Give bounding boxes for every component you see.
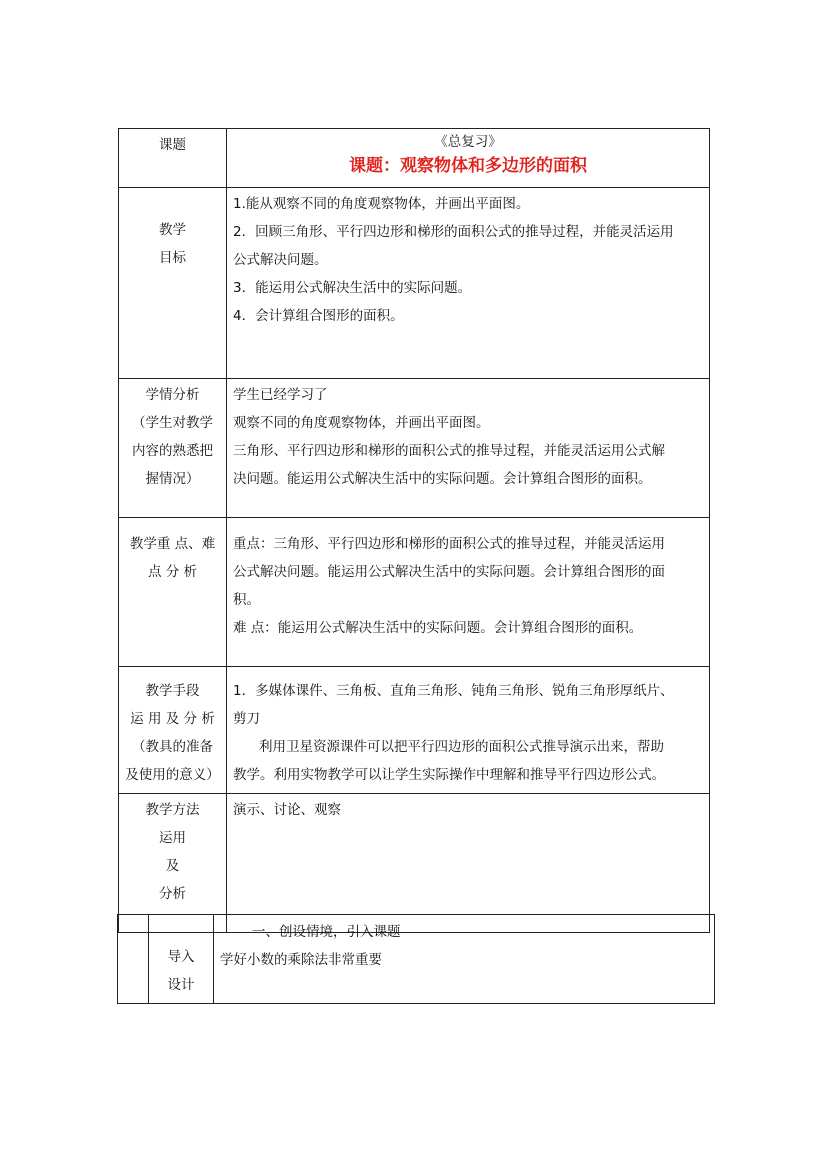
label-line: 内容的熟悉把: [132, 443, 213, 459]
label-line: 及: [165, 858, 180, 874]
row-content: [227, 794, 710, 933]
blank-cell: [118, 915, 149, 1004]
text-line: 公式解决问题。: [233, 252, 328, 268]
text-line: 演示、讨论、观察: [233, 802, 341, 818]
label-line: 学情分析: [145, 387, 200, 403]
text-line: 利用卫星资源课件可以把平行四边形的面积公式推导演示出来，帮助: [259, 739, 664, 755]
text-line: 1.能从观察不同的角度观察物体，并画出平面图。: [233, 196, 530, 212]
row-content: [214, 915, 715, 1004]
row-label: [119, 667, 227, 794]
table-row: [119, 794, 710, 933]
text-line: 3．能运用公式解决生活中的实际问题。: [233, 280, 472, 296]
text-line: 4．会计算组合图形的面积。: [233, 308, 404, 324]
label-line: （教具的准备: [132, 739, 213, 755]
table-row: [118, 915, 715, 1004]
label-line: 教学重 点、难: [129, 536, 216, 552]
row-content: [227, 188, 710, 379]
row-label: [119, 188, 227, 379]
label-line: 分析: [159, 886, 186, 902]
text-line: 观察不同的角度观察物体，并画出平面图。: [233, 415, 490, 431]
row-content: [227, 667, 710, 794]
table-row: [119, 667, 710, 794]
text-line: 难 点：能运用公式解决生活中的实际问题。会计算组合图形的面积。: [233, 620, 643, 636]
label-line: 运用: [159, 830, 186, 846]
lesson-plan-table: [118, 128, 710, 933]
label-line: 导入: [167, 949, 195, 965]
text-line: 三角形、平行四边形和梯形的面积公式的推导过程，并能灵活运用公式解: [233, 443, 665, 459]
label-line: 运 用 及 分 析: [130, 711, 215, 727]
label-line: 教学手段: [145, 683, 200, 699]
text-line: 一、创设情境，引入课题: [252, 924, 401, 940]
row-label: [149, 915, 214, 1004]
label-line: 点 分 析: [147, 564, 198, 580]
row-label: [119, 518, 227, 667]
row-content: [227, 379, 710, 518]
text-line: 教学。利用实物教学可以让学生实际操作中理解和推导平行四边形公式。: [233, 767, 665, 783]
text-line: 学好小数的乘除法非常重要: [220, 952, 382, 968]
label-line: 设计: [167, 977, 195, 993]
text-line: 2．回顾三角形、平行四边形和梯形的面积公式的推导过程，并能灵活运用: [233, 224, 674, 240]
row-label: [119, 129, 227, 188]
text-line: 学生已经学习了: [233, 387, 328, 403]
row-label: [119, 379, 227, 518]
course-subtitle: 《总复习》: [434, 134, 502, 150]
text-line: 1．多媒体课件、三角板、直角三角形、钝角三角形、锐角三角形厚纸片、: [233, 683, 674, 699]
table-row: [119, 518, 710, 667]
text-line: 剪刀: [233, 711, 260, 727]
text-line: 决问题。能运用公式解决生活中的实际问题。会计算组合图形的面积。: [233, 471, 652, 487]
row-content: [227, 129, 710, 188]
course-title: 课题：观察物体和多边形的面积: [349, 156, 587, 176]
label-course: 课题: [159, 137, 186, 153]
text-line: 公式解决问题。能运用公式解决生活中的实际问题。会计算组合图形的面: [233, 564, 665, 580]
intro-design-table: [117, 914, 715, 1004]
row-content: [227, 518, 710, 667]
label-line: 教学: [159, 222, 186, 238]
label-line: 目标: [159, 250, 186, 266]
label-line: （学生对教学: [132, 415, 213, 431]
table-row: [119, 188, 710, 379]
label-line: 教学方法: [145, 802, 200, 818]
table-row: [119, 379, 710, 518]
label-line: 及使用的意义）: [125, 767, 220, 783]
label-line: 握情况）: [145, 471, 200, 487]
row-label: [119, 794, 227, 933]
text-line: 重点：三角形、平行四边形和梯形的面积公式的推导过程，并能灵活运用: [233, 536, 665, 552]
text-line: 积。: [233, 592, 260, 608]
table-row: [119, 129, 710, 188]
